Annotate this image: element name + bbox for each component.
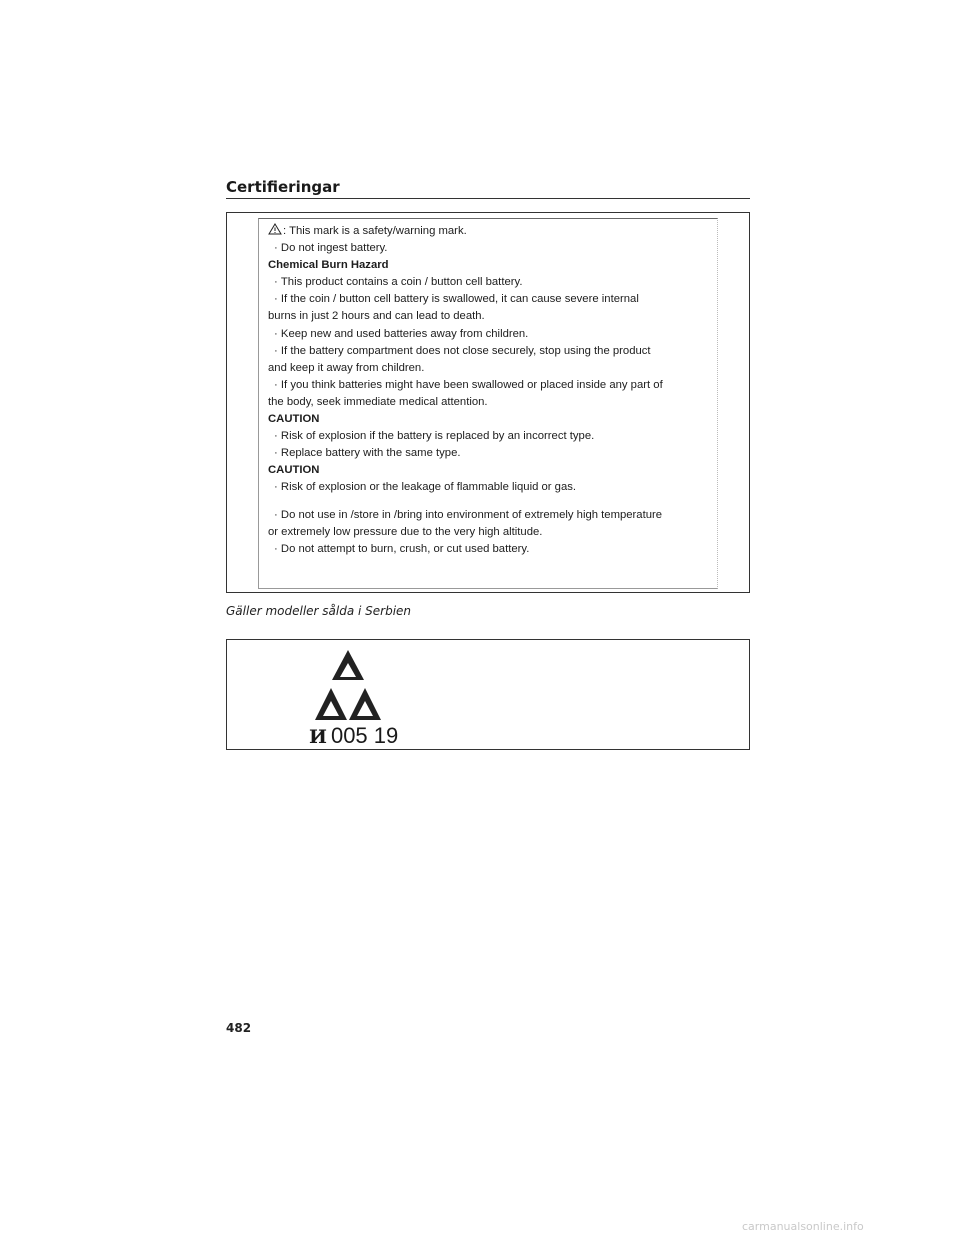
serbia-certification-panel bbox=[226, 639, 750, 750]
site-watermark: carmanualsonline.info bbox=[742, 1220, 864, 1233]
page-number: 482 bbox=[226, 1021, 252, 1035]
compartment-line-2: and keep it away from children. bbox=[268, 361, 425, 374]
paragraph-gap bbox=[268, 497, 714, 507]
warning-mark-line bbox=[268, 223, 714, 240]
keep-away-line: · Keep new and used batteries away from children. bbox=[268, 326, 714, 343]
section-rule bbox=[226, 198, 750, 199]
triangle-triad-logo-icon bbox=[315, 648, 381, 728]
chemical-burn-heading: Chemical Burn Hazard bbox=[268, 259, 389, 272]
medical-line-2: the body, seek immediate medical attention. bbox=[268, 395, 488, 408]
explosion-incorrect-line: · Risk of explosion if the battery is replaced by an incorrect type. bbox=[268, 428, 714, 445]
warning-triangle-icon bbox=[268, 223, 282, 235]
do-not-ingest-line: · Do not ingest battery. bbox=[268, 240, 714, 257]
battery-warning-panel bbox=[226, 212, 750, 593]
do-not-burn-line: · Do not attempt to burn, crush, or cut used battery. bbox=[268, 541, 714, 558]
cert-prefix: И bbox=[309, 726, 327, 748]
medical-line-1: · If you think batteries might have been swallowed or placed inside any part of bbox=[268, 377, 714, 394]
swallowed-line-2: burns in just 2 hours and can lead to death. bbox=[268, 310, 485, 323]
replace-same-line: · Replace battery with the same type. bbox=[268, 445, 714, 462]
contains-coin-line: · This product contains a coin / button cell battery. bbox=[268, 274, 714, 291]
explosion-leakage-line: · Risk of explosion or the leakage of flammable liquid or gas. bbox=[268, 479, 714, 496]
caution-heading-1: CAUTION bbox=[268, 413, 320, 426]
compartment-line-1: · If the battery compartment does not close securely, stop using the product bbox=[268, 343, 714, 360]
environment-line-1: · Do not use in /store in /bring into environment of extremely high temperature bbox=[268, 507, 714, 524]
section-title: Certifieringar bbox=[226, 178, 340, 196]
environment-line-2: or extremely low pressure due to the very high altitude. bbox=[268, 525, 543, 538]
swallowed-line-1: · If the coin / button cell battery is swallowed, it can cause severe internal bbox=[268, 291, 714, 308]
cert-number: 005 19 bbox=[330, 723, 399, 748]
serbia-caption: Gäller modeller sålda i Serbien bbox=[226, 604, 412, 618]
caution-heading-2: CAUTION bbox=[268, 464, 320, 477]
battery-warning-text bbox=[268, 223, 714, 558]
serbia-cert-code bbox=[309, 723, 398, 749]
warning-mark-text: : This mark is a safety/warning mark. bbox=[283, 225, 467, 237]
